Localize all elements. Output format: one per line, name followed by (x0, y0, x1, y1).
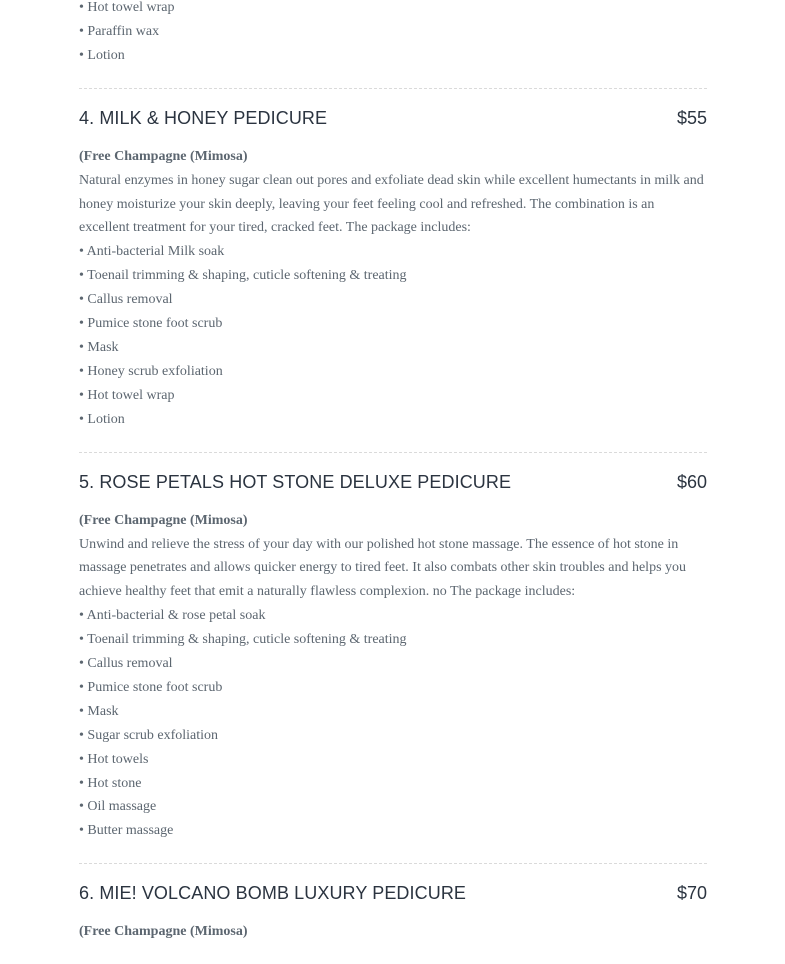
service-milk-honey-pedicure (79, 108, 707, 432)
list-item: • Lotion (79, 411, 125, 427)
list-item: • Oil massage (79, 799, 157, 815)
promo-note: (Free Champagne (Mimosa) (79, 512, 248, 528)
list-item: • Mask (79, 339, 119, 355)
divider (79, 88, 707, 89)
list-item: • Hot towel wrap (79, 0, 175, 15)
service-price: $60 (676, 471, 707, 492)
service-features (79, 240, 707, 431)
service-price: $55 (676, 107, 707, 128)
list-item: • Callus removal (79, 656, 173, 672)
list-item: • Sugar scrub exfoliation (79, 727, 219, 743)
promo-note: (Free Champagne (Mimosa) (79, 924, 248, 940)
list-item: • Paraffin wax (79, 23, 160, 39)
service-features (79, 604, 707, 843)
service-title: 5. ROSE PETALS HOT STONE DELUXE PEDICURE (79, 471, 512, 492)
list-item: • Callus removal (79, 292, 173, 308)
list-item: • Anti-bacterial & rose petal soak (79, 608, 266, 624)
service-rose-petals-hot-stone-pedicure (79, 472, 707, 844)
list-item: • Toenail trimming & shaping, cuticle softening & treating (79, 632, 407, 648)
list-item: • Anti-bacterial Milk soak (79, 244, 225, 260)
service-volcano-bomb-luxury-pedicure (79, 883, 707, 944)
divider (79, 452, 707, 453)
list-item: • Hot stone (79, 775, 142, 791)
promo-note: (Free Champagne (Mimosa) (79, 148, 248, 164)
service-price: $70 (676, 883, 707, 904)
divider (79, 863, 707, 864)
service-description: Unwind and relieve the stress of your day with our polished hot stone massage. The essence of hot stone in massage penetrates and allows quicker energy to tired feet. It also combats other skin troubles and helps you achieve healthy feet that emit a naturally flawless complexion. no The package includes: (79, 536, 687, 600)
list-item: • Hot towel wrap (79, 387, 175, 403)
list-item: • Pumice stone foot scrub (79, 316, 223, 332)
service-title: 4. MILK & HONEY PEDICURE (79, 107, 328, 128)
list-item: • Butter massage (79, 823, 174, 839)
service-menu (79, 0, 707, 964)
service-description: Natural enzymes in honey sugar clean out pores and exfoliate dead skin while excellent humectants in milk and honey moisturize your skin deeply, leaving your feet feeling cool and refreshed. The combination is an excellent treatment for your tired, cracked feet. The package includes: (79, 172, 704, 236)
list-item: • Honey scrub exfoliation (79, 363, 223, 379)
list-item: • Pumice stone foot scrub (79, 679, 223, 695)
list-item: • Mask (79, 703, 119, 719)
list-item: • Toenail trimming & shaping, cuticle softening & treating (79, 268, 407, 284)
service-title: 6. MIE! VOLCANO BOMB LUXURY PEDICURE (79, 883, 467, 904)
previous-item-features (79, 0, 707, 68)
list-item: • Lotion (79, 47, 125, 63)
list-item: • Hot towels (79, 751, 149, 767)
